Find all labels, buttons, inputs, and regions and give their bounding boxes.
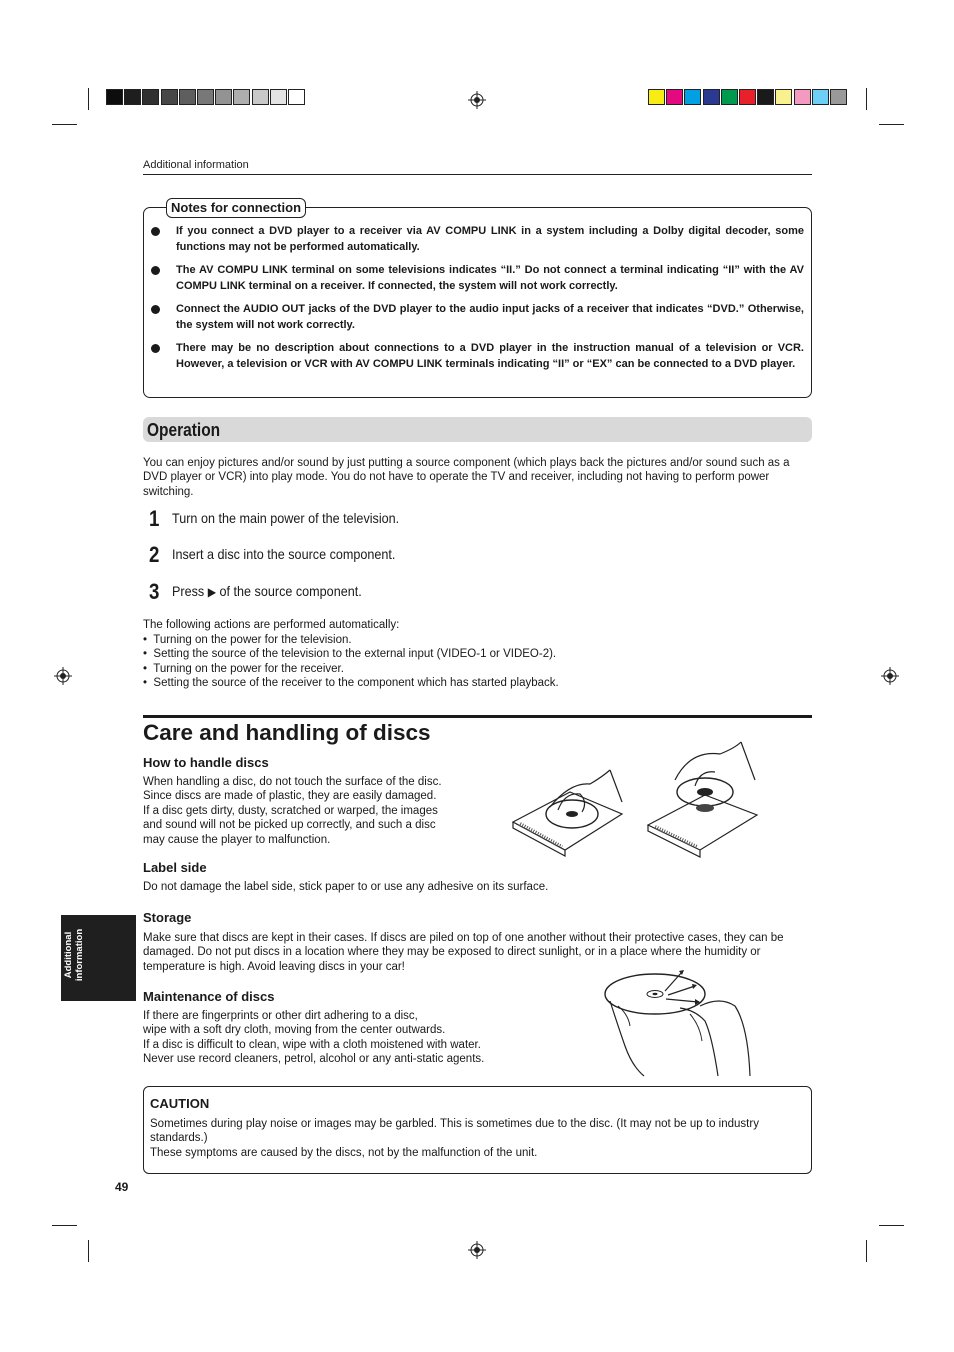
color-swatch: [648, 89, 665, 105]
color-swatch: [666, 89, 683, 105]
note-item: If you connect a DVD player to a receiver via AV COMPU LINK in a system including a Dolby digital decoder, some functions may not be performed automatically.: [176, 225, 804, 253]
crop-mark: [52, 1225, 77, 1226]
care-section-rule: [143, 715, 812, 718]
step-text: Turn on the main power of the television.: [172, 510, 400, 526]
color-swatch: [775, 89, 792, 105]
color-swatch: [703, 89, 720, 105]
bullet-icon: [151, 344, 160, 353]
handle-text: When handling a disc, do not touch the surface of the disc. Since discs are made of plastic, they are easily damaged. If a disc gets dirty, dusty, scratched or warped, the images and sound will not be picked up correctly, and such a disc may cause the player to malfunction.: [143, 776, 442, 846]
header-rule: [143, 174, 812, 175]
step-text: Insert a disc into the source component.: [172, 546, 396, 562]
caution-title: CAUTION: [150, 1096, 210, 1111]
running-header: Additional information: [143, 159, 249, 171]
bullet-icon: [151, 305, 160, 314]
disc-lifting-illustration: [645, 740, 765, 858]
color-swatch: [270, 89, 287, 105]
disc-wiping-illustration: [600, 966, 755, 1078]
maintenance-heading: Maintenance of discs: [143, 989, 275, 1004]
how-to-handle-heading: How to handle discs: [143, 755, 269, 770]
auto-item: • Setting the source of the television to the external input (VIDEO-1 or VIDEO-2).: [143, 648, 557, 660]
crop-mark: [52, 124, 77, 125]
color-swatch: [288, 89, 305, 105]
step-text-after: of the source component.: [219, 583, 362, 599]
operation-title: Operation: [147, 420, 221, 440]
color-swatch: [830, 89, 847, 105]
crop-mark: [88, 88, 89, 110]
crop-mark: [879, 124, 904, 125]
bullet-icon: [151, 227, 160, 236]
note-item: There may be no description about connections to a DVD player in the instruction manual of a television or VCR. However, a television or VCR with AV COMPU LINK terminals indicating “II” or “EX” can be connected to a DVD player.: [176, 342, 804, 370]
care-title: Care and handling of discs: [143, 720, 431, 745]
bullet-icon: [151, 266, 160, 275]
step-text: [172, 582, 362, 601]
step-number: 3: [149, 579, 160, 604]
color-swatch: [179, 89, 196, 105]
color-swatch: [794, 89, 811, 105]
play-icon: ▶: [207, 585, 217, 599]
page-number: 49: [115, 1180, 129, 1194]
color-swatch: [812, 89, 829, 105]
step-number: 1: [149, 506, 160, 531]
auto-intro: The following actions are performed automatically:: [143, 619, 400, 631]
registration-mark-left: [54, 667, 72, 685]
side-tab-label: Additional information: [63, 928, 85, 982]
label-side-text: Do not damage the label side, stick paper to or use any adhesive on its surface.: [143, 881, 549, 893]
registration-mark-right: [881, 667, 899, 685]
storage-text: Make sure that discs are kept in their cases. If discs are piled on top of one another without their protective cases, they can be damaged. Do not put discs in a location where they may be exposed to direct sunlight, or in a place where the humidity or temperature is high. Avoid leaving discs in your car!: [143, 932, 784, 973]
label-side-heading: Label side: [143, 860, 207, 875]
note-item: Connect the AUDIO OUT jacks of the DVD player to the audio input jacks of a receiver that indicates “DVD.” Otherwise, the system will not work correctly.: [176, 303, 804, 331]
notes-title: Notes for connection: [166, 198, 306, 218]
note-item: The AV COMPU LINK terminal on some televisions indicates “II.” Do not connect a terminal indicating “II” with the AV COMPU LINK terminal on a receiver. If connected, the system will not work correctly.: [176, 264, 804, 292]
registration-mark-top: [468, 91, 486, 109]
step-text-before: Press: [172, 583, 205, 599]
auto-item: • Turning on the power for the television.: [143, 634, 352, 646]
crop-mark: [88, 1240, 89, 1262]
color-swatch: [142, 89, 159, 105]
color-swatch: [197, 89, 214, 105]
crop-mark: [866, 1240, 867, 1262]
crop-mark: [866, 88, 867, 110]
registration-mark-bottom: [468, 1241, 486, 1259]
operation-intro: You can enjoy pictures and/or sound by just putting a source component (which plays back the pictures and/or sound such as a DVD player or VCR) into play mode. You do not have to operate the TV and receiver, including not having to perform power switching.: [143, 457, 790, 498]
auto-item: • Turning on the power for the receiver.: [143, 663, 344, 675]
step-number: 2: [149, 542, 160, 567]
storage-heading: Storage: [143, 910, 192, 925]
color-swatch: [106, 89, 123, 105]
color-swatch: [252, 89, 269, 105]
color-swatch: [684, 89, 701, 105]
operation-heading-bar: [143, 417, 812, 442]
color-swatch: [233, 89, 250, 105]
crop-mark: [879, 1225, 904, 1226]
disc-tray-illustration: [510, 762, 630, 857]
section-side-tab: [61, 915, 136, 1001]
color-swatch: [124, 89, 141, 105]
color-swatch: [739, 89, 756, 105]
maintenance-text: If there are fingerprints or other dirt adhering to a disc, wipe with a soft dry cloth, moving from the center outwards. If a disc is difficult to clean, wipe with a cloth moistened with water. Never use record cleaners, petrol, alcohol or any anti-static agents.: [143, 1010, 485, 1066]
caution-text: Sometimes during play noise or images may be garbled. This is sometimes due to the disc. (It may not be up to industry standards.) These symptoms are caused by the discs, not by the malfunction of the unit.: [150, 1118, 759, 1159]
auto-item: • Setting the source of the receiver to the component which has started playback.: [143, 677, 559, 689]
color-swatch: [161, 89, 178, 105]
color-swatch: [757, 89, 774, 105]
color-swatch: [721, 89, 738, 105]
color-swatch: [215, 89, 232, 105]
